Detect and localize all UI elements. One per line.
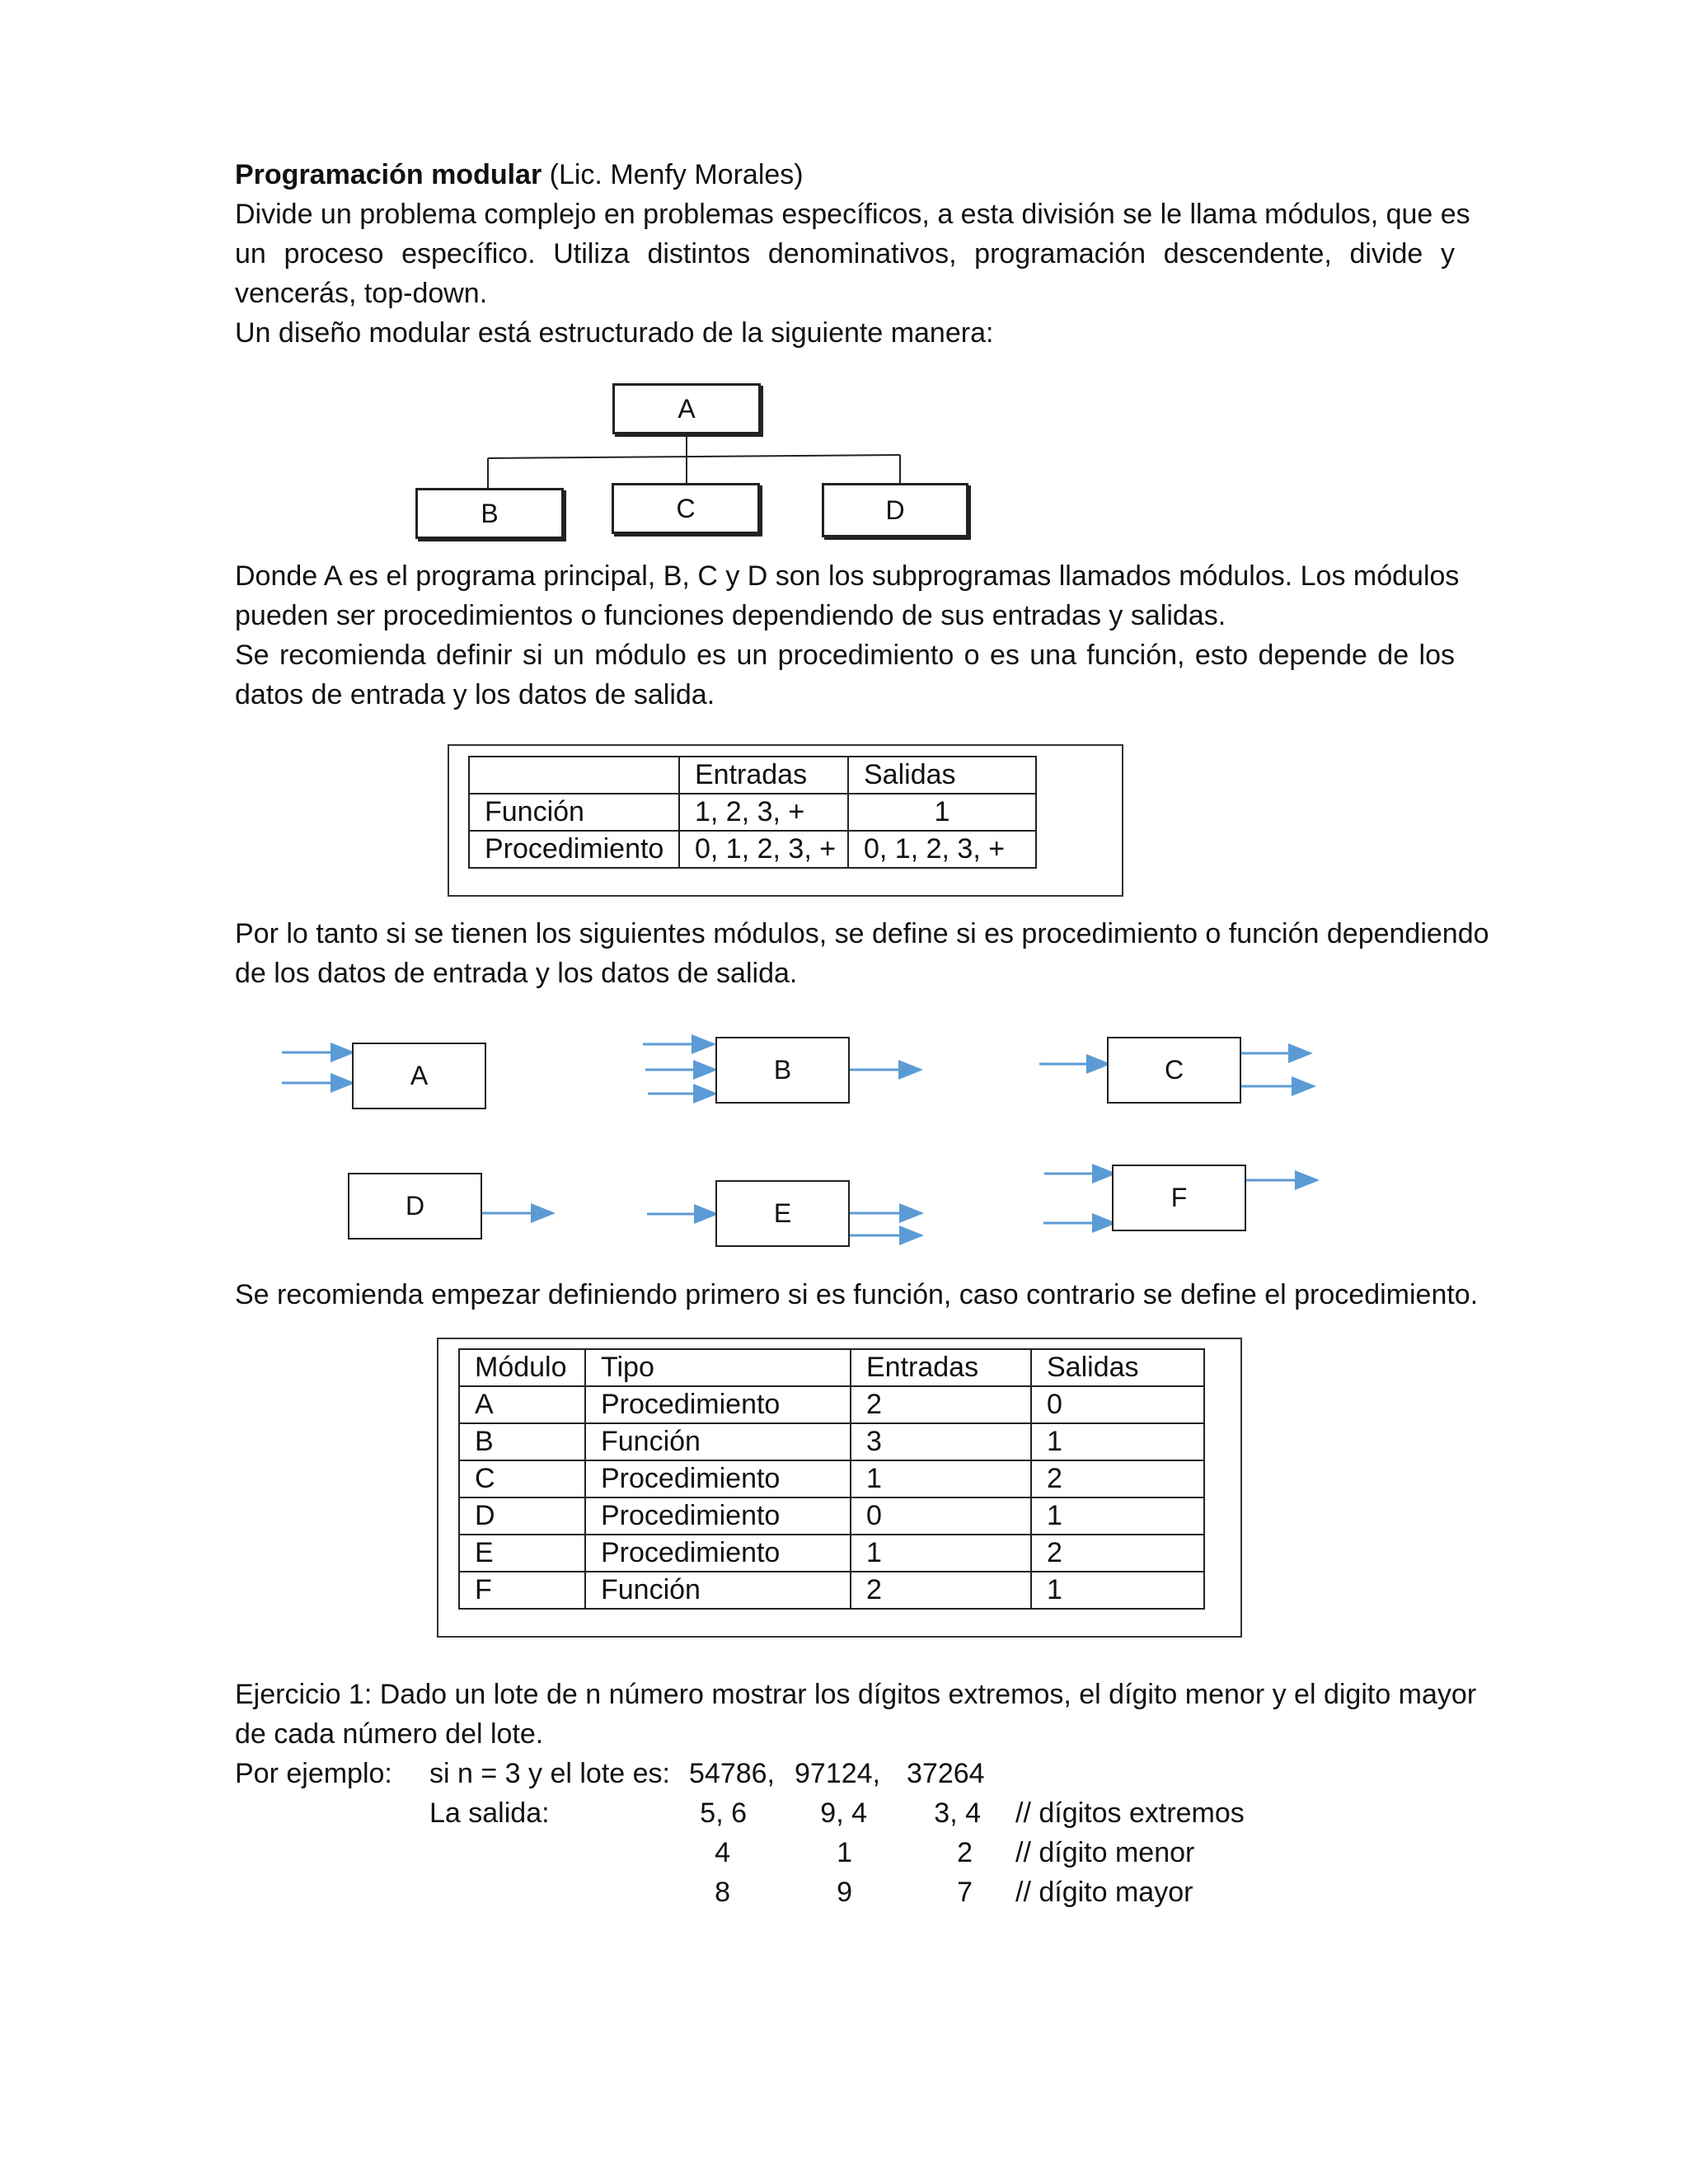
output-comment: // dígito mayor (1015, 1877, 1193, 1908)
table-cell: Procedimiento (585, 1460, 851, 1497)
module-box-d: D (348, 1173, 482, 1240)
tree-node-c: C (612, 483, 760, 534)
intro-line-2: un proceso específico. Utiliza distintos denominativos, programación descendente, divide y (235, 238, 1455, 269)
module-box-a: A (352, 1043, 486, 1109)
table-cell: E (459, 1535, 585, 1572)
module-box-e: E (715, 1180, 850, 1247)
intro-line-1: Divide un problema complejo en problemas específicos, a esta división se le llama módulos, que es (235, 199, 1470, 230)
module-box-f: F (1112, 1165, 1246, 1231)
table-cell: 2 (1031, 1460, 1204, 1497)
table-cell: 1 (851, 1535, 1031, 1572)
output-value: 5, 6 (700, 1797, 747, 1829)
table-cell: A (459, 1386, 585, 1423)
output-value: 9, 4 (820, 1797, 867, 1829)
table-cell: 1 (1031, 1497, 1204, 1535)
table-row (459, 1460, 1204, 1497)
lote-value-2: 97124, (795, 1758, 880, 1789)
table-header-cell: Entradas (679, 757, 848, 794)
table-cell: F (459, 1572, 585, 1609)
table-cell: 0 (851, 1497, 1031, 1535)
output-value: 4 (715, 1837, 730, 1868)
table-header-cell: Módulo (459, 1349, 585, 1386)
explain-line-1: Donde A es el programa principal, B, C y D son los subprogramas llamados módulos. Los módulos (235, 560, 1460, 592)
table-cell: 2 (1031, 1535, 1204, 1572)
tree-node-d: D (822, 483, 968, 537)
table-cell: B (459, 1423, 585, 1460)
table-cell: Procedimiento (585, 1386, 851, 1423)
example-condition: si n = 3 y el lote es: (429, 1758, 670, 1789)
output-comment: // dígitos extremos (1015, 1797, 1245, 1829)
explain-line-2: pueden ser procedimientos o funciones dependiendo de sus entradas y salidas. (235, 600, 1226, 631)
output-value: 9 (837, 1877, 852, 1908)
lote-value-1: 54786, (689, 1758, 775, 1789)
table-cell: 2 (851, 1386, 1031, 1423)
intro-line-4: Un diseño modular está estructurado de la siguiente manera: (235, 317, 994, 349)
table-cell: C (459, 1460, 585, 1497)
table-cell: 0, 1, 2, 3, + (679, 831, 848, 868)
table-cell: D (459, 1497, 585, 1535)
tree-node-root: A (612, 383, 761, 434)
intro-line-3: vencerás, top-down. (235, 278, 488, 309)
example-label: Por ejemplo: (235, 1758, 392, 1789)
output-value: 8 (715, 1877, 730, 1908)
table-cell: Función (469, 794, 679, 831)
exercise-line-2: de cada número del lote. (235, 1718, 544, 1750)
output-value: 1 (837, 1837, 852, 1868)
table-header-cell: Entradas (851, 1349, 1031, 1386)
table-cell: 1 (848, 794, 1036, 831)
table-cell: 1 (1031, 1572, 1204, 1609)
exercise-line-1: Ejercicio 1: Dado un lote de n número mostrar los dígitos extremos, el dígito menor y el digito mayor (235, 1679, 1477, 1710)
module-table (458, 1348, 1205, 1610)
table-header-cell: Tipo (585, 1349, 851, 1386)
lote-value-3: 37264 (907, 1758, 985, 1789)
output-value: 7 (957, 1877, 973, 1908)
output-value: 2 (957, 1837, 973, 1868)
table-row (459, 1535, 1204, 1572)
table-row (459, 1423, 1204, 1460)
table-cell: Procedimiento (585, 1497, 851, 1535)
title-bold: Programación modular (235, 159, 542, 190)
table-row (459, 1349, 1204, 1386)
explain-line-3: Se recomienda definir si un módulo es un procedimiento o es una función, esto depende de los (235, 640, 1455, 671)
module-box-c: C (1107, 1037, 1241, 1104)
table-header-cell: Salidas (1031, 1349, 1204, 1386)
table-cell: 1, 2, 3, + (679, 794, 848, 831)
table-header-cell: Salidas (848, 757, 1036, 794)
table-cell: 1 (1031, 1423, 1204, 1460)
table-cell: Función (585, 1572, 851, 1609)
table-cell: Procedimiento (469, 831, 679, 868)
output-comment: // dígito menor (1015, 1837, 1195, 1868)
therefore-line-2: de los datos de entrada y los datos de salida. (235, 958, 798, 989)
module-box-b: B (715, 1037, 850, 1104)
table-cell: 0 (1031, 1386, 1204, 1423)
table-row (459, 1386, 1204, 1423)
therefore-line-1: Por lo tanto si se tienen los siguientes módulos, se define si es procedimiento o función dependiendo (235, 918, 1489, 949)
table-cell: Función (585, 1423, 851, 1460)
table-row (459, 1572, 1204, 1609)
title-author: (Lic. Menfy Morales) (542, 159, 804, 190)
output-value: 3, 4 (934, 1797, 981, 1829)
table-cell: Procedimiento (585, 1535, 851, 1572)
output-label: La salida: (429, 1797, 550, 1829)
table-cell: 3 (851, 1423, 1031, 1460)
table-cell: 1 (851, 1460, 1031, 1497)
table-cell: 0, 1, 2, 3, + (848, 831, 1036, 868)
tree-node-b: B (415, 488, 564, 539)
table-cell: 2 (851, 1572, 1031, 1609)
explain-line-4: datos de entrada y los datos de salida. (235, 679, 715, 710)
table-row (459, 1497, 1204, 1535)
recommend-text: Se recomienda empezar definiendo primero si es función, caso contrario se define el procedimiento. (235, 1279, 1479, 1310)
